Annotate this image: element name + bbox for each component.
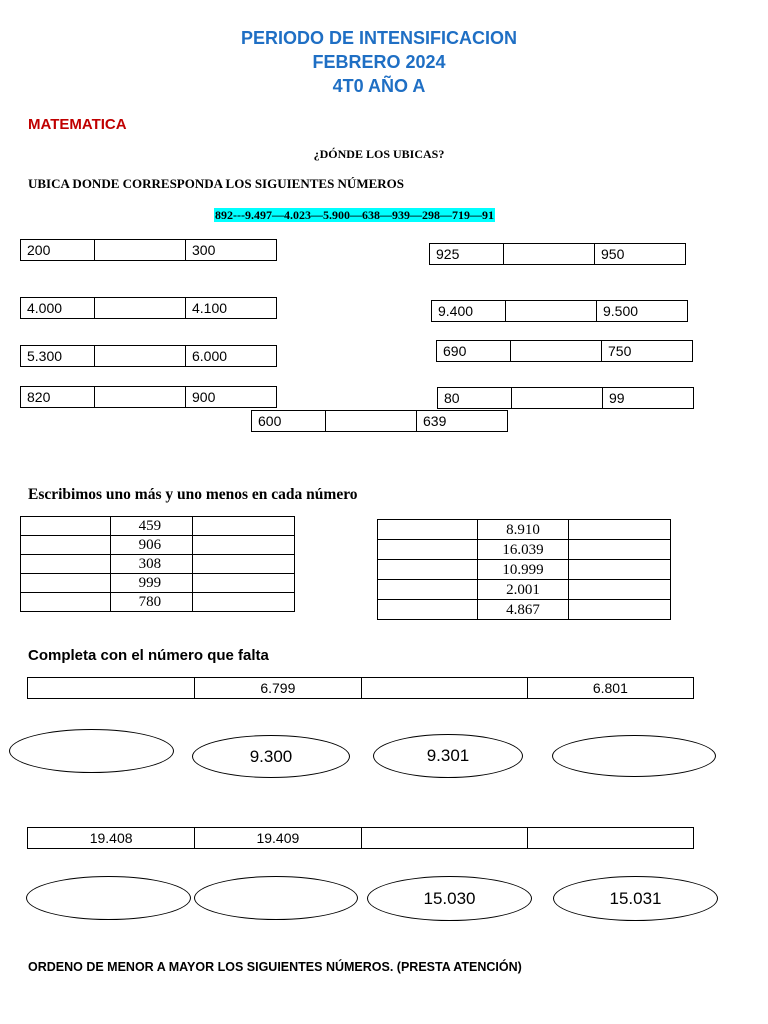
range-box-200-300 xyxy=(20,239,277,261)
one-less-cell[interactable] xyxy=(378,600,478,620)
range-box-5300-6000 xyxy=(20,345,277,367)
sequence-cell[interactable] xyxy=(28,678,194,698)
table-row xyxy=(378,520,671,540)
table-row xyxy=(378,540,671,560)
range-low: 9.400 xyxy=(438,303,474,319)
range-low: 80 xyxy=(444,390,460,406)
range-answer-cell[interactable] xyxy=(511,388,602,408)
range-high: 750 xyxy=(601,341,693,361)
base-number-cell: 459 xyxy=(110,517,193,536)
range-low: 5.300 xyxy=(27,348,63,364)
locate-question: ¿DÓNDE LOS UBICAS? xyxy=(313,147,445,161)
more-less-table-right xyxy=(377,519,671,620)
one-more-cell[interactable] xyxy=(193,593,295,612)
one-less-cell[interactable] xyxy=(378,560,478,580)
one-more-cell[interactable] xyxy=(193,555,295,574)
range-answer-cell[interactable] xyxy=(94,346,185,366)
range-high: 900 xyxy=(185,387,277,407)
one-more-cell[interactable] xyxy=(569,520,671,540)
sequence-cell: 6.801 xyxy=(527,678,693,698)
base-number-cell: 780 xyxy=(110,593,193,612)
range-answer-cell[interactable] xyxy=(510,341,601,361)
range-high: 6.000 xyxy=(185,346,277,366)
sequence-oval-empty[interactable] xyxy=(26,876,191,920)
one-more-cell[interactable] xyxy=(193,574,295,593)
one-less-cell[interactable] xyxy=(378,580,478,600)
header-title-line3: 4T0 AÑO A xyxy=(332,76,426,96)
sequence-oval-empty[interactable] xyxy=(194,876,358,920)
range-low: 4.000 xyxy=(27,300,63,316)
range-low: 200 xyxy=(27,242,51,258)
sequence-cell: 6.799 xyxy=(194,678,360,698)
range-box-4000-4100 xyxy=(20,297,277,319)
more-less-title: Escribimos uno más y uno menos en cada número xyxy=(28,486,358,503)
base-number-cell: 16.039 xyxy=(477,540,569,560)
sequence-cell: 19.408 xyxy=(89,830,133,846)
table-row xyxy=(21,593,295,612)
one-less-cell[interactable] xyxy=(378,520,478,540)
range-low: 820 xyxy=(27,389,51,405)
one-less-cell[interactable] xyxy=(21,517,111,536)
one-less-cell[interactable] xyxy=(378,540,478,560)
range-low: 690 xyxy=(443,343,467,359)
sequence-oval-empty[interactable] xyxy=(552,735,716,777)
header-title-line2: FEBRERO 2024 xyxy=(312,52,446,72)
range-box-9400-9500 xyxy=(431,300,688,322)
table-row xyxy=(21,517,295,536)
range-answer-cell[interactable] xyxy=(325,411,416,431)
sequence-row-1 xyxy=(27,677,694,699)
order-instruction: ORDENO DE MENOR A MAYOR LOS SIGUIENTES NÚMEROS. (PRESTA ATENCIÓN) xyxy=(28,960,522,974)
table-row xyxy=(378,600,671,620)
sequence-cell: 19.409 xyxy=(194,828,360,848)
table-row xyxy=(21,536,295,555)
sequence-oval: 15.030 xyxy=(367,876,532,921)
range-answer-cell[interactable] xyxy=(94,298,185,318)
subject-label: MATEMATICA xyxy=(28,116,127,133)
numbers-list-text: 892---9.497—4.023—5.900—638—939—298—719—91 xyxy=(215,208,494,222)
range-answer-cell[interactable] xyxy=(505,301,596,321)
header-title-line1: PERIODO DE INTENSIFICACION xyxy=(240,28,518,48)
one-less-cell[interactable] xyxy=(21,574,111,593)
one-more-cell[interactable] xyxy=(569,540,671,560)
complete-title: Completa con el número que falta xyxy=(28,647,269,664)
sequence-oval-empty[interactable] xyxy=(9,729,174,773)
base-number-cell: 4.867 xyxy=(477,600,569,620)
base-number-cell: 2.001 xyxy=(477,580,569,600)
table-row xyxy=(378,560,671,580)
sequence-oval: 9.300 xyxy=(192,735,350,778)
one-less-cell[interactable] xyxy=(21,593,111,612)
range-answer-cell[interactable] xyxy=(94,240,185,260)
range-box-80-99 xyxy=(437,387,694,409)
sequence-cell[interactable] xyxy=(527,828,693,848)
base-number-cell: 8.910 xyxy=(477,520,569,540)
table-row xyxy=(21,574,295,593)
table-row xyxy=(378,580,671,600)
table-row xyxy=(21,555,295,574)
more-less-table-left xyxy=(20,516,295,612)
range-high: 9.500 xyxy=(596,301,688,321)
range-high: 300 xyxy=(185,240,277,260)
range-high: 950 xyxy=(594,244,686,264)
range-high: 99 xyxy=(602,388,694,408)
base-number-cell: 10.999 xyxy=(477,560,569,580)
range-high: 639 xyxy=(416,411,508,431)
one-more-cell[interactable] xyxy=(193,517,295,536)
base-number-cell: 999 xyxy=(110,574,193,593)
range-answer-cell[interactable] xyxy=(94,387,185,407)
one-less-cell[interactable] xyxy=(21,555,111,574)
numbers-to-place xyxy=(214,206,495,224)
one-more-cell[interactable] xyxy=(569,560,671,580)
sequence-cell[interactable] xyxy=(361,678,527,698)
range-low: 600 xyxy=(258,413,282,429)
one-more-cell[interactable] xyxy=(569,600,671,620)
sequence-cell[interactable] xyxy=(361,828,527,848)
range-box-690-750 xyxy=(436,340,693,362)
range-low: 925 xyxy=(436,246,460,262)
sequence-oval: 15.031 xyxy=(553,876,718,921)
range-answer-cell[interactable] xyxy=(503,244,594,264)
one-more-cell[interactable] xyxy=(569,580,671,600)
range-box-925-950 xyxy=(429,243,686,265)
base-number-cell: 308 xyxy=(110,555,193,574)
range-box-820-900 xyxy=(20,386,277,408)
range-high: 4.100 xyxy=(185,298,277,318)
base-number-cell: 906 xyxy=(110,536,193,555)
sequence-row-2 xyxy=(27,827,694,849)
one-less-cell[interactable] xyxy=(21,536,111,555)
locate-instruction: UBICA DONDE CORRESPONDA LOS SIGUIENTES NÚMEROS xyxy=(28,176,404,191)
one-more-cell[interactable] xyxy=(193,536,295,555)
sequence-oval: 9.301 xyxy=(373,734,523,778)
range-box-600-639 xyxy=(251,410,508,432)
